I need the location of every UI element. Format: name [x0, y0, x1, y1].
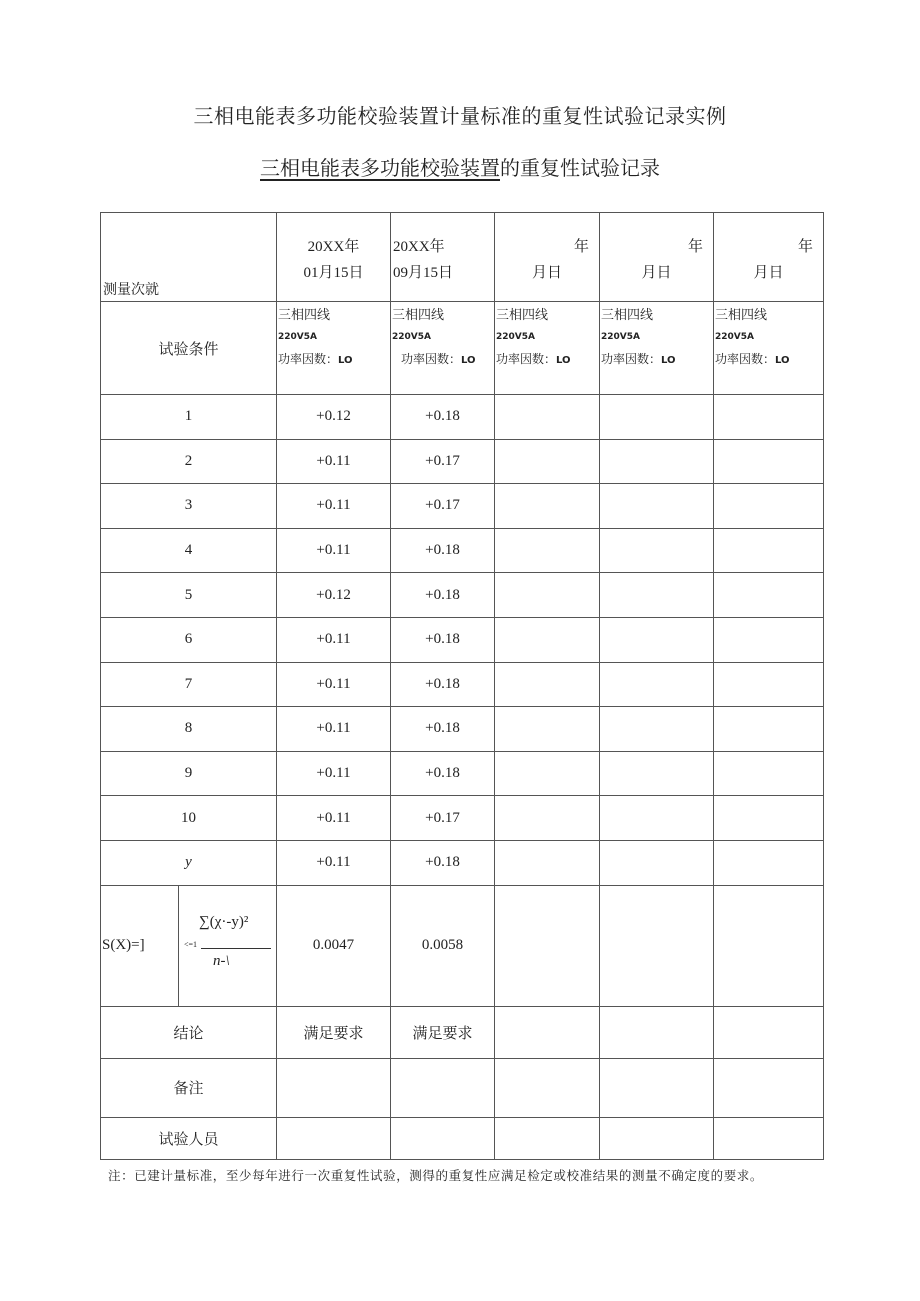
measurement-value-2: +0.18	[391, 395, 495, 440]
measurement-value-2: +0.18	[391, 707, 495, 752]
measurement-index: 9	[101, 751, 277, 796]
mean-label: y	[101, 840, 277, 885]
remarks-cell-1	[277, 1058, 391, 1117]
measurement-empty-4	[600, 439, 714, 484]
date-cell-5	[714, 213, 824, 302]
measurement-value-1: +0.11	[277, 751, 391, 796]
measurement-index: 2	[101, 439, 277, 484]
std-dev-empty-3	[495, 885, 600, 1006]
measurement-value-2: +0.18	[391, 751, 495, 796]
measurement-row	[101, 484, 824, 529]
conclusion-empty-4	[600, 1006, 714, 1058]
conditions-label: 试验条件	[101, 302, 277, 395]
testers-cell-1	[277, 1117, 391, 1159]
date-2-day: 09月15日	[393, 265, 454, 281]
measurement-empty-4	[600, 707, 714, 752]
measurement-empty-3	[495, 395, 600, 440]
measurement-value-1: +0.11	[277, 662, 391, 707]
date-3-year: 年	[573, 239, 589, 255]
measurement-index: 10	[101, 796, 277, 841]
measurement-index: 3	[101, 484, 277, 529]
measurement-empty-3	[495, 528, 600, 573]
date-5-day: 月日	[753, 265, 784, 281]
measurement-row	[101, 573, 824, 618]
measurement-empty-3	[495, 662, 600, 707]
date-4-day: 月日	[641, 265, 672, 281]
remarks-cell-5	[714, 1058, 824, 1117]
measurement-empty-4	[600, 484, 714, 529]
measurement-row	[101, 395, 824, 440]
document-title: 三相电能表多功能校验装置计量标准的重复性试验记录实例	[193, 104, 727, 128]
measurement-empty-5	[714, 796, 824, 841]
measurement-index: 6	[101, 617, 277, 662]
measurement-empty-5	[714, 484, 824, 529]
date-4-year: 年	[687, 239, 703, 255]
measurement-empty-4	[600, 617, 714, 662]
measurement-row	[101, 751, 824, 796]
formula-denominator: n-\	[213, 952, 230, 969]
measurement-empty-3	[495, 751, 600, 796]
measurement-value-1: +0.11	[277, 617, 391, 662]
testers-cell-3	[495, 1117, 600, 1159]
measurement-empty-5	[714, 751, 824, 796]
measurement-value-2: +0.17	[391, 796, 495, 841]
measurement-empty-3	[495, 796, 600, 841]
measurement-value-1: +0.12	[277, 395, 391, 440]
measurement-empty-4	[600, 395, 714, 440]
measurement-row	[101, 528, 824, 573]
std-dev-label: S(X)=]	[101, 885, 179, 1006]
date-cell-1	[277, 213, 391, 302]
measurement-index: 7	[101, 662, 277, 707]
measurement-empty-5	[714, 439, 824, 484]
measurement-empty-5	[714, 528, 824, 573]
std-dev-value-1: 0.0047	[277, 885, 391, 1006]
repeatability-record-table	[100, 212, 824, 1160]
testers-label: 试验人员	[101, 1117, 277, 1159]
measurement-row	[101, 796, 824, 841]
measurement-empty-4	[600, 751, 714, 796]
measurement-index: 4	[101, 528, 277, 573]
measurement-value-2: +0.18	[391, 528, 495, 573]
date-5-year: 年	[797, 239, 813, 255]
conditions-cell-2: 三相四线 220V5A 功率因数：LO	[391, 302, 495, 395]
measurement-value-1: +0.11	[277, 528, 391, 573]
formula-numerator: ∑(χ·-y)²	[199, 913, 249, 930]
remarks-cell-4	[600, 1058, 714, 1117]
testers-cell-2	[391, 1117, 495, 1159]
measurement-count-label: 测量次就	[103, 283, 159, 298]
mean-empty-3	[495, 840, 600, 885]
measurement-index: 8	[101, 707, 277, 752]
record-title-suffix: 的重复性试验记录	[500, 156, 660, 180]
remarks-cell-3	[495, 1058, 600, 1117]
measurement-row	[101, 439, 824, 484]
testers-cell-5	[714, 1117, 824, 1159]
measurement-empty-3	[495, 573, 600, 618]
conclusion-row	[101, 1006, 824, 1058]
measurement-row	[101, 617, 824, 662]
conditions-cell-5: 三相四线 220V5A 功率因数：LO	[714, 302, 824, 395]
measurement-value-1: +0.11	[277, 439, 391, 484]
measurement-row	[101, 662, 824, 707]
header-row	[101, 213, 824, 302]
record-title-device: 三相电能表多功能校验装置	[260, 156, 500, 180]
measurement-empty-3	[495, 439, 600, 484]
measurement-empty-4	[600, 573, 714, 618]
header-corner-cell	[101, 213, 277, 302]
std-dev-value-2: 0.0058	[391, 885, 495, 1006]
date-cell-2	[391, 213, 495, 302]
measurement-empty-4	[600, 662, 714, 707]
conditions-cell-1: 三相四线 220V5A 功率因数：LO	[277, 302, 391, 395]
conditions-cell-3: 三相四线 220V5A 功率因数：LO	[495, 302, 600, 395]
date-2-year: 20XX年	[393, 239, 445, 255]
measurement-value-1: +0.11	[277, 707, 391, 752]
measurement-value-2: +0.18	[391, 573, 495, 618]
record-title	[0, 152, 920, 181]
remarks-cell-2	[391, 1058, 495, 1117]
std-dev-row	[101, 885, 824, 1006]
mean-value-2: +0.18	[391, 840, 495, 885]
formula-fraction-bar	[201, 948, 271, 949]
std-dev-empty-5	[714, 885, 824, 1006]
date-cell-4	[600, 213, 714, 302]
date-3-day: 月日	[531, 265, 562, 281]
mean-value-1: +0.11	[277, 840, 391, 885]
testers-row	[101, 1117, 824, 1159]
conclusion-label: 结论	[101, 1006, 277, 1058]
measurement-value-2: +0.17	[391, 484, 495, 529]
measurement-empty-4	[600, 796, 714, 841]
conclusion-empty-5	[714, 1006, 824, 1058]
date-cell-3	[495, 213, 600, 302]
measurement-empty-3	[495, 707, 600, 752]
measurement-empty-5	[714, 662, 824, 707]
conditions-row	[101, 302, 824, 395]
mean-row	[101, 840, 824, 885]
remarks-label: 备注	[101, 1058, 277, 1117]
measurement-value-2: +0.17	[391, 439, 495, 484]
std-dev-empty-4	[600, 885, 714, 1006]
date-1-day: 01月15日	[303, 265, 364, 281]
measurement-empty-5	[714, 707, 824, 752]
measurement-empty-5	[714, 395, 824, 440]
formula-index: <=1	[184, 939, 198, 949]
measurement-empty-5	[714, 573, 824, 618]
measurement-value-2: +0.18	[391, 662, 495, 707]
conclusion-value-2: 满足要求	[391, 1006, 495, 1058]
std-dev-formula	[179, 885, 277, 1006]
mean-empty-4	[600, 840, 714, 885]
mean-empty-5	[714, 840, 824, 885]
measurement-value-2: +0.18	[391, 617, 495, 662]
measurement-empty-3	[495, 617, 600, 662]
measurement-empty-4	[600, 528, 714, 573]
measurement-value-1: +0.11	[277, 484, 391, 529]
date-1-year: 20XX年	[307, 239, 360, 255]
testers-cell-4	[600, 1117, 714, 1159]
measurement-rows	[101, 395, 824, 841]
measurement-empty-5	[714, 617, 824, 662]
measurement-index: 5	[101, 573, 277, 618]
footnote: 注：已建计量标准，至少每年进行一次重复性试验，测得的重复性应满足检定或校准结果的测量不确定度的要求。	[108, 1168, 764, 1183]
measurement-empty-3	[495, 484, 600, 529]
conclusion-value-1: 满足要求	[277, 1006, 391, 1058]
measurement-index: 1	[101, 395, 277, 440]
measurement-row	[101, 707, 824, 752]
remarks-row	[101, 1058, 824, 1117]
conditions-cell-4: 三相四线 220V5A 功率因数：LO	[600, 302, 714, 395]
conclusion-empty-3	[495, 1006, 600, 1058]
measurement-value-1: +0.11	[277, 796, 391, 841]
measurement-value-1: +0.12	[277, 573, 391, 618]
